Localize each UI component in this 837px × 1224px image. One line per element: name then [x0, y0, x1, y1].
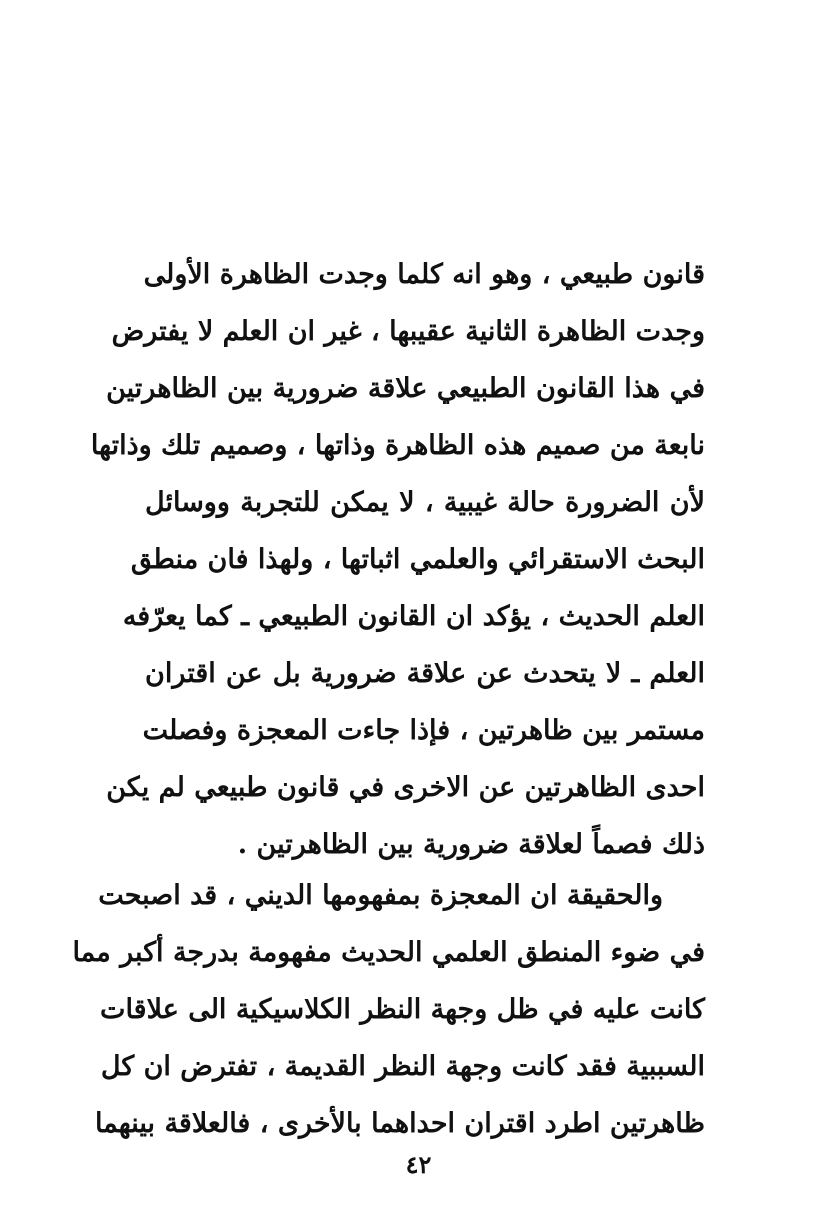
paragraph-line: السببية فقد كانت وجهة النظر القديمة ، تفترض ان كل	[100, 1051, 705, 1082]
paragraph-line: والحقيقة ان المعجزة بمفهومها الديني ، قد اصبحت	[98, 880, 663, 911]
paragraph-line: ذلك فصماً لعلاقة ضرورية بين الظاهرتين .	[237, 829, 705, 860]
paragraph-line: البحث الاستقرائي والعلمي اثباتها ، ولهذا فان منطق	[130, 544, 705, 575]
paragraph-line: وجدت الظاهرة الثانية عقيبها ، غير ان العلم لا يفترض	[111, 316, 705, 347]
paragraph-1	[90, 246, 705, 873]
page-number: ٤٢	[405, 1150, 432, 1179]
paragraph-line: قانون طبيعي ، وهو انه كلما وجدت الظاهرة الأولى	[143, 259, 705, 290]
paragraph-line: كانت عليه في ظل وجهة النظر الكلاسيكية الى علاقات	[100, 994, 705, 1025]
paragraph-line: لأن الضرورة حالة غيبية ، لا يمكن للتجربة ووسائل	[145, 487, 705, 518]
paragraph-line: العلم الحديث ، يؤكد ان القانون الطبيعي ـ كما يعرّفه	[122, 601, 705, 632]
paragraph-line: ظاهرتين اطرد اقتران احداهما بالأخرى ، فالعلاقة بينهما	[94, 1108, 705, 1139]
paragraph-line: احدى الظاهرتين عن الاخرى في قانون طبيعي لم يكن	[106, 772, 705, 803]
paragraph-line: نابعة من صميم هذه الظاهرة وذاتها ، وصميم تلك وذاتها	[90, 430, 705, 461]
paragraph-line: في ضوء المنطق العلمي الحديث مفهومة بدرجة أكبر مما	[72, 937, 705, 968]
paragraph-line: العلم ـ لا يتحدث عن علاقة ضرورية بل عن اقتران	[145, 658, 705, 689]
paragraph-line: في هذا القانون الطبيعي علاقة ضرورية بين الظاهرتين	[106, 373, 705, 404]
paragraph-line: مستمر بين ظاهرتين ، فإذا جاءت المعجزة وفصلت	[142, 715, 705, 746]
paragraph-2	[72, 867, 705, 1152]
